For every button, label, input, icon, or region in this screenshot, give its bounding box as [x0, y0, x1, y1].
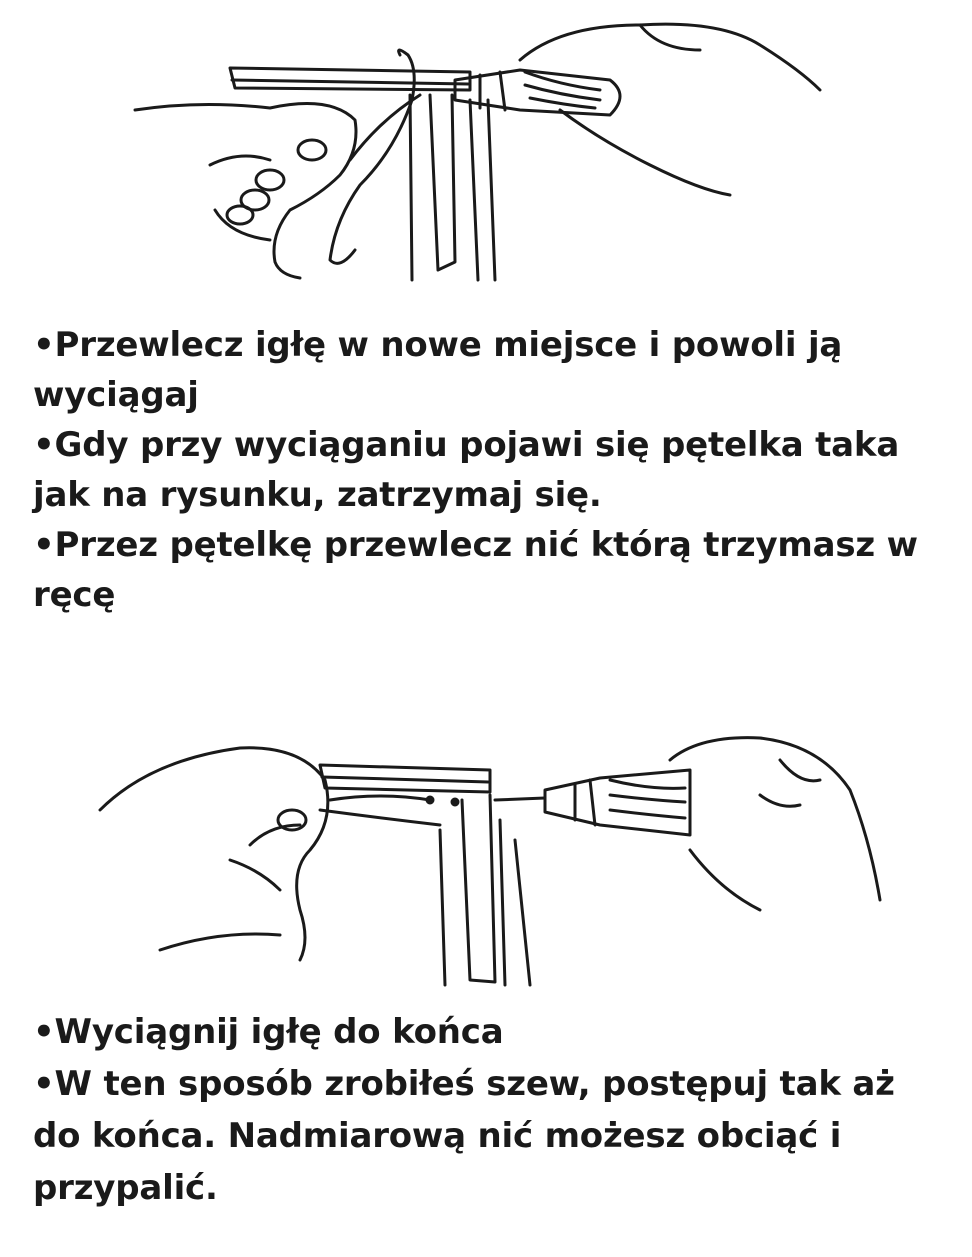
instruction-line: do końca. Nadmiarową nić możesz obciąć i [33, 1116, 842, 1156]
instruction-line: ręcę [33, 575, 116, 615]
instruction-line: wyciągaj [33, 375, 199, 415]
instruction-line: jak na rysunku, zatrzymaj się. [33, 475, 602, 515]
instruction-line: •Wyciągnij igłę do końca [33, 1012, 504, 1052]
sewing-illustration-bottom [0, 700, 972, 1000]
instructions-top [33, 320, 953, 620]
instruction-line: •Gdy przy wyciąganiu pojawi się pętelka taka [33, 425, 900, 465]
instructions-bottom [33, 1006, 953, 1214]
instruction-line: •Przewlecz igłę w nowe miejsce i powoli ją [33, 325, 843, 365]
instruction-line: •Przez pętelkę przewlecz nić którą trzymasz w [33, 525, 918, 565]
sewing-illustration-top [0, 0, 972, 295]
instruction-line: przypalić. [33, 1168, 218, 1208]
instruction-line: •W ten sposób zrobiłeś szew, postępuj tak aż [33, 1064, 895, 1104]
